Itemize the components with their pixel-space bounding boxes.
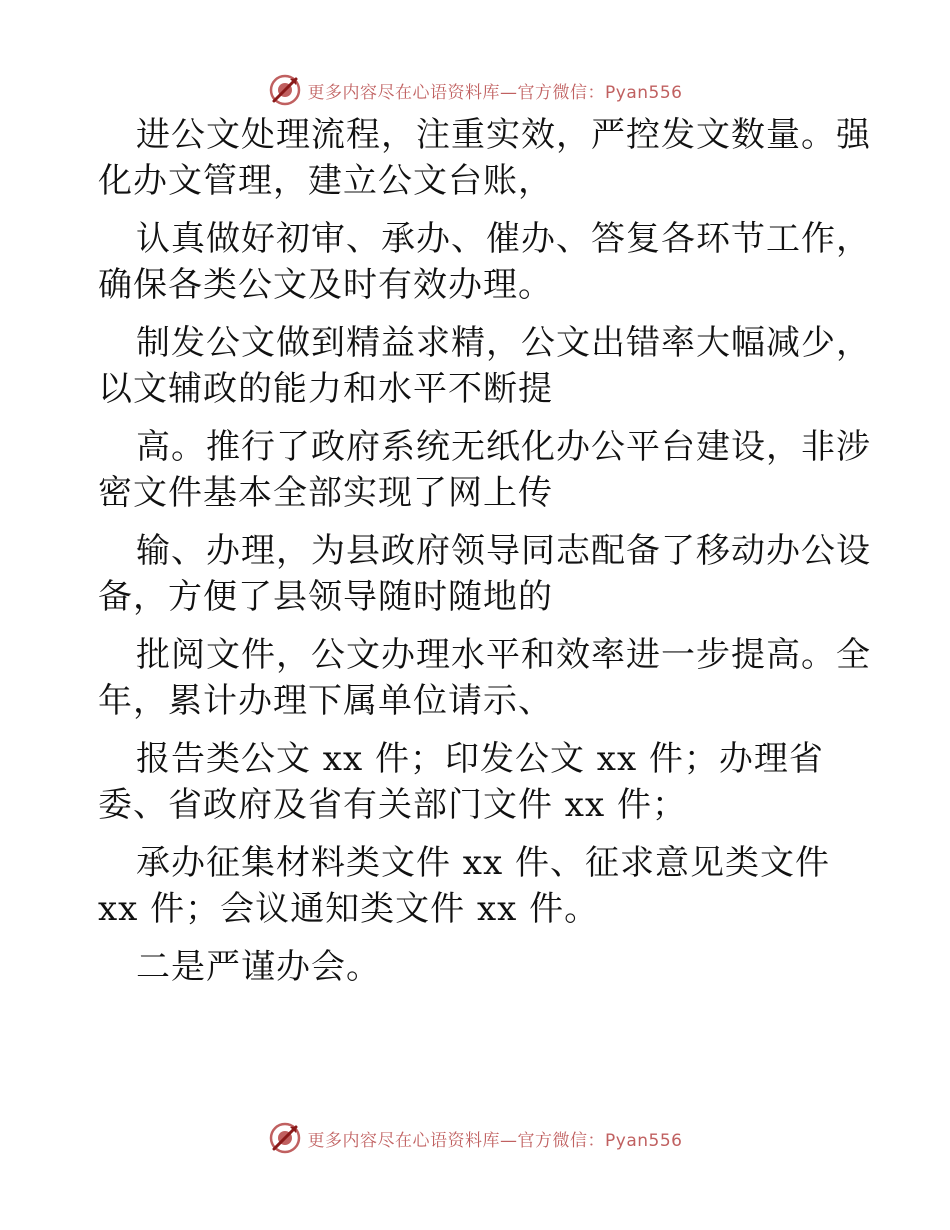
feather-seal-icon bbox=[268, 73, 302, 107]
text-line: 高。推行了政府系统无纸化办公平台建设，非涉 bbox=[136, 427, 871, 467]
text-line: 报告类公文 xx 件；印发公文 xx 件；办理省 bbox=[136, 739, 824, 779]
text-line: 确保各类公文及时有效办理。 bbox=[98, 265, 553, 305]
watermark-text: 更多内容尽在心语资料库—官方微信：Pyan556 bbox=[307, 82, 683, 103]
text-line: 化办文管理，建立公文台账， bbox=[98, 161, 553, 201]
text-line: 进公文处理流程，注重实效，严控发文数量。强 bbox=[136, 115, 871, 155]
watermark-text: 更多内容尽在心语资料库—官方微信：Pyan556 bbox=[307, 1130, 683, 1151]
text-line: 委、省政府及省有关部门文件 xx 件； bbox=[98, 785, 687, 825]
text-line: xx 件；会议通知类文件 xx 件。 bbox=[98, 889, 600, 929]
text-line: 备，方便了县领导随时随地的 bbox=[98, 577, 553, 617]
footer-watermark bbox=[0, 1118, 950, 1158]
text-line: 制发公文做到精益求精，公文出错率大幅减少， bbox=[136, 323, 871, 363]
header-watermark bbox=[0, 70, 950, 110]
text-line: 密文件基本全部实现了网上传 bbox=[98, 473, 553, 513]
text-line: 以文辅政的能力和水平不断提 bbox=[98, 369, 553, 409]
text-line: 二是严谨办会。 bbox=[136, 947, 381, 987]
document-body bbox=[98, 115, 871, 987]
feather-seal-icon bbox=[268, 1121, 302, 1155]
text-line: 输、办理，为县政府领导同志配备了移动办公设 bbox=[136, 531, 871, 571]
text-line: 年，累计办理下属单位请示、 bbox=[98, 681, 553, 721]
text-line: 批阅文件，公文办理水平和效率进一步提高。全 bbox=[136, 635, 871, 675]
text-line: 承办征集材料类文件 xx 件、征求意见类文件 bbox=[136, 843, 830, 883]
text-line: 认真做好初审、承办、催办、答复各环节工作， bbox=[136, 219, 871, 259]
